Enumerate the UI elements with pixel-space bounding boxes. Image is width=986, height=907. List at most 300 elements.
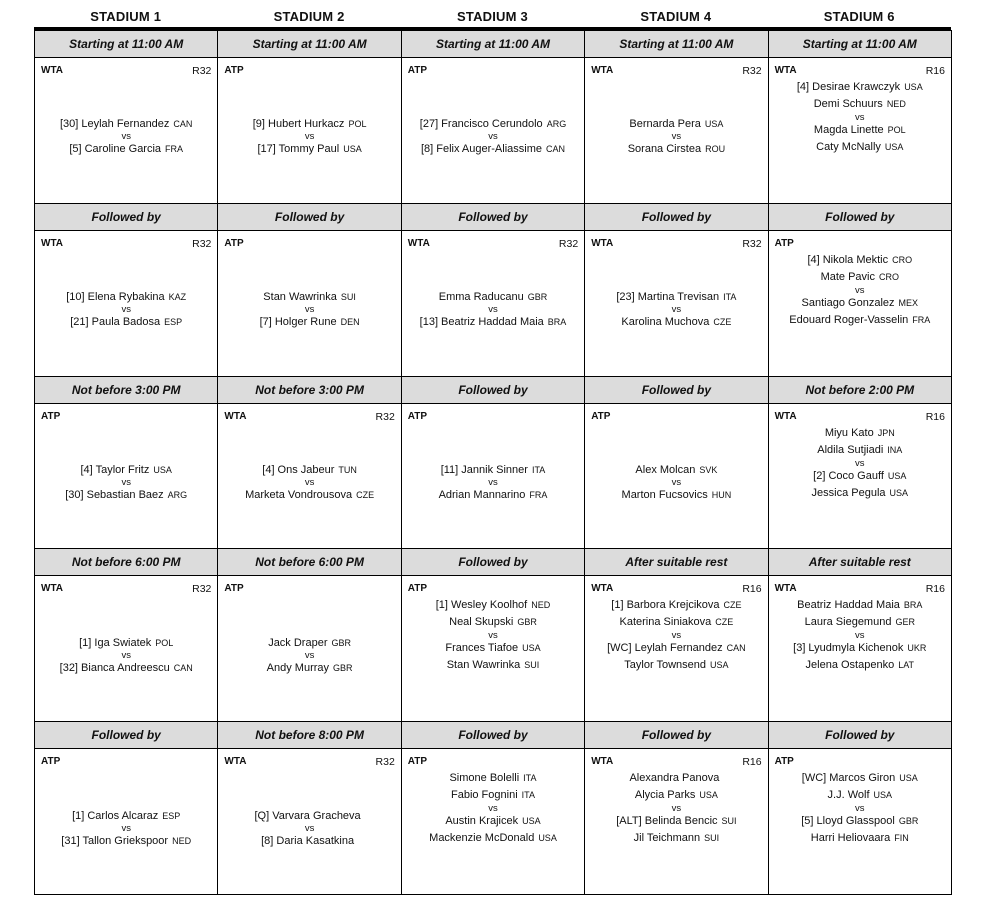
- player-line: [445, 640, 540, 657]
- player-name: [1] Barbora Krejcikova: [611, 599, 720, 612]
- time-slot-header: Followed by: [769, 204, 951, 231]
- player-name: [4] Nikola Mektic: [807, 253, 889, 266]
- round-label: R16: [925, 65, 945, 77]
- player-name: [30] Sebastian Baez: [65, 488, 164, 501]
- player-name: Frances Tiafoe: [445, 642, 519, 655]
- match-cell: [585, 721, 768, 894]
- player-name: [1] Iga Swiatek: [79, 636, 152, 649]
- time-slot-header: Not before 2:00 PM: [769, 377, 951, 404]
- player-name: [Q] Varvara Gracheva: [254, 809, 361, 822]
- stadium-header: STADIUM 2: [273, 9, 345, 24]
- player-nationality: CZE: [723, 600, 742, 611]
- player-line: [817, 442, 902, 459]
- match-cell: [769, 203, 952, 376]
- player-nationality: USA: [710, 660, 729, 671]
- time-slot-header: Starting at 11:00 AM: [218, 31, 400, 58]
- player-name: Neal Skupski: [449, 616, 514, 629]
- player-name: Mackenzie McDonald: [429, 832, 535, 845]
- player-name: [30] Leylah Fernandez: [59, 118, 170, 131]
- time-slot-header: Followed by: [35, 722, 217, 749]
- vs-label: vs: [855, 112, 865, 123]
- vs-label: vs: [671, 630, 682, 642]
- player-name: [WC] Leylah Fernandez: [607, 642, 723, 655]
- match-cell: [402, 548, 585, 721]
- round-label: R32: [192, 583, 212, 596]
- tour-label: WTA: [41, 65, 64, 76]
- player-name: Karolina Muchova: [621, 316, 710, 329]
- vs-label: vs: [855, 630, 865, 642]
- player-line: [451, 787, 535, 804]
- player-line: [61, 834, 191, 848]
- player-name: [4] Taylor Fritz: [80, 463, 150, 476]
- match-players: [218, 597, 400, 721]
- player-line: [611, 597, 741, 614]
- round-label: R32: [192, 237, 212, 250]
- player-name: Jessica Pegula: [811, 486, 886, 499]
- time-slot-header: Followed by: [585, 377, 767, 404]
- player-line: [634, 830, 719, 847]
- match-cell: [35, 376, 218, 549]
- match-players: [218, 770, 400, 894]
- player-line: [420, 315, 567, 329]
- player-line: [79, 636, 173, 650]
- player-name: Edouard Roger-Vasselin: [789, 313, 909, 326]
- player-line: [253, 117, 367, 131]
- time-slot-header: Followed by: [35, 204, 217, 231]
- stadium-header: STADIUM 4: [640, 9, 712, 24]
- player-nationality: ARG: [546, 119, 567, 130]
- player-name: [10] Elena Rybakina: [66, 291, 165, 304]
- match-players: [769, 79, 951, 203]
- tour-label: WTA: [224, 756, 247, 768]
- player-name: [8] Daria Kasatkina: [261, 834, 355, 847]
- player-name: Alex Molcan: [635, 463, 696, 476]
- time-slot-header: Followed by: [402, 204, 584, 231]
- player-line: [449, 770, 536, 787]
- player-line: [81, 463, 172, 477]
- vs-label: vs: [671, 131, 682, 143]
- tour-label: WTA: [774, 410, 797, 422]
- player-nationality: USA: [904, 82, 923, 92]
- player-line: [66, 290, 186, 304]
- vs-label: vs: [671, 304, 682, 316]
- match-cell: [218, 376, 401, 549]
- tour-label: WTA: [774, 65, 797, 76]
- player-nationality: USA: [889, 487, 909, 498]
- player-nationality: BRA: [547, 317, 567, 328]
- match-cell: [769, 721, 952, 894]
- vs-label: vs: [304, 476, 315, 488]
- player-line: [445, 813, 540, 830]
- player-nationality: LAT: [898, 660, 915, 671]
- player-line: [441, 463, 546, 477]
- match-players: [402, 79, 584, 203]
- player-name: [32] Bianca Andreescu: [59, 661, 170, 674]
- player-line: [449, 614, 537, 631]
- player-nationality: NED: [886, 99, 906, 109]
- player-line: [635, 463, 717, 477]
- match-players: [35, 252, 217, 376]
- player-name: Beatriz Haddad Maia: [797, 599, 900, 612]
- stadium-header: STADIUM 3: [457, 9, 528, 24]
- player-name: [4] Desirae Krawczyk: [796, 81, 901, 93]
- time-slot-header: After suitable rest: [585, 549, 767, 576]
- match-players: [585, 79, 767, 203]
- vs-label: vs: [855, 284, 865, 296]
- vs-label: vs: [121, 131, 131, 143]
- vs-label: vs: [304, 131, 315, 143]
- player-nationality: BRA: [903, 600, 923, 611]
- player-nationality: CZE: [713, 317, 732, 328]
- player-line: [814, 96, 906, 113]
- player-name: [21] Paula Badosa: [70, 316, 161, 329]
- player-line: [807, 252, 912, 269]
- player-nationality: INA: [887, 444, 903, 455]
- time-slot-header: Not before 3:00 PM: [35, 377, 217, 404]
- player-line: [429, 830, 557, 847]
- round-label: R16: [742, 583, 762, 596]
- vs-label: vs: [488, 803, 498, 815]
- player-line: [257, 142, 361, 156]
- vs-label: vs: [671, 803, 682, 815]
- player-line: [60, 117, 192, 131]
- player-name: [WC] Marcos Giron: [801, 772, 896, 785]
- player-nationality: USA: [153, 464, 172, 475]
- time-slot-header: Not before 8:00 PM: [218, 722, 400, 749]
- player-line: [793, 640, 926, 657]
- match-cell: [218, 203, 401, 376]
- player-line: [268, 636, 351, 650]
- player-name: Adrian Mannarino: [438, 488, 526, 501]
- vs-label: vs: [121, 304, 131, 316]
- tour-label: ATP: [407, 583, 428, 595]
- player-line: [447, 657, 540, 674]
- player-nationality: GER: [895, 617, 915, 628]
- player-nationality: SUI: [704, 833, 720, 844]
- time-slot-header: Starting at 11:00 AM: [585, 31, 767, 58]
- tour-label: WTA: [41, 583, 64, 595]
- player-nationality: ITA: [531, 464, 546, 475]
- vs-label: vs: [121, 649, 131, 661]
- time-slot-header: Followed by: [402, 377, 584, 404]
- player-line: [621, 315, 731, 329]
- player-nationality: ITA: [723, 292, 737, 303]
- player-name: [2] Coco Gauff: [813, 469, 884, 482]
- player-name: [4] Ons Jabeur: [262, 463, 335, 476]
- time-slot-header: Followed by: [585, 204, 767, 231]
- player-nationality: SUI: [524, 660, 540, 671]
- match-cell: [585, 376, 768, 549]
- player-line: [267, 661, 353, 675]
- match-players: [35, 79, 217, 203]
- player-nationality: ITA: [523, 773, 537, 784]
- match-cell: [218, 30, 401, 203]
- player-nationality: ESP: [162, 810, 181, 821]
- round-label: R32: [558, 237, 579, 250]
- match-cell: [35, 721, 218, 894]
- player-line: [789, 312, 930, 329]
- order-of-play-grid: [34, 30, 952, 895]
- player-name: [9] Hubert Hurkacz: [252, 118, 345, 131]
- player-nationality: USA: [522, 816, 541, 827]
- player-nationality: USA: [884, 142, 904, 152]
- round-label: R32: [742, 237, 762, 250]
- player-line: [811, 830, 909, 847]
- tour-label: ATP: [407, 756, 428, 768]
- player-name: [5] Lloyd Glasspool: [801, 815, 895, 828]
- player-line: [616, 290, 736, 304]
- player-name: Jil Teichmann: [633, 832, 701, 845]
- player-nationality: NED: [172, 835, 192, 846]
- match-players: [402, 597, 584, 721]
- vs-label: vs: [488, 630, 498, 642]
- match-cell: [402, 30, 585, 203]
- match-cell: [402, 721, 585, 894]
- vs-label: vs: [304, 649, 315, 661]
- player-nationality: CAN: [726, 643, 746, 654]
- tour-label: ATP: [774, 237, 794, 249]
- match-players: [585, 252, 767, 376]
- time-slot-header: Not before 6:00 PM: [35, 549, 217, 576]
- stadium-header-row: [34, 6, 951, 28]
- time-slot-header: Starting at 11:00 AM: [35, 31, 217, 58]
- vs-label: vs: [855, 457, 865, 469]
- time-slot-header: Followed by: [769, 722, 951, 749]
- player-name: Marketa Vondrousova: [245, 488, 353, 501]
- player-nationality: SVK: [699, 464, 718, 475]
- player-line: [628, 142, 725, 156]
- player-nationality: USA: [899, 773, 918, 784]
- player-line: [821, 269, 899, 286]
- match-players: [585, 770, 767, 894]
- player-name: Alexandra Panova: [629, 772, 720, 785]
- player-nationality: CZE: [356, 489, 375, 500]
- match-cell: [769, 548, 952, 721]
- time-slot-header: Followed by: [585, 722, 767, 749]
- player-line: [629, 770, 723, 787]
- match-players: [769, 252, 951, 376]
- player-nationality: UKR: [907, 643, 927, 654]
- vs-label: vs: [121, 476, 131, 488]
- player-name: Stan Wawrinka: [446, 659, 521, 672]
- player-line: [60, 661, 193, 675]
- time-slot-header: Not before 6:00 PM: [218, 549, 400, 576]
- player-nationality: ITA: [521, 790, 535, 801]
- player-name: [3] Lyudmyla Kichenok: [793, 642, 904, 655]
- player-line: [812, 485, 909, 502]
- player-line: [436, 597, 551, 614]
- match-players: [218, 425, 400, 549]
- player-name: Jelena Ostapenko: [805, 659, 895, 672]
- player-name: Andy Murray: [266, 661, 330, 674]
- player-name: [13] Beatriz Haddad Maia: [419, 316, 544, 329]
- player-line: [806, 657, 915, 674]
- player-nationality: USA: [538, 833, 557, 844]
- player-line: [260, 315, 360, 329]
- player-name: [11] Jannik Sinner: [440, 463, 528, 476]
- player-line: [607, 640, 746, 657]
- player-nationality: POL: [887, 125, 906, 135]
- time-slot-header: Followed by: [402, 549, 584, 576]
- player-name: [5] Caroline Garcia: [69, 143, 162, 156]
- player-line: [421, 142, 565, 156]
- player-name: [27] Francisco Cerundolo: [419, 118, 543, 131]
- player-nationality: USA: [522, 643, 541, 654]
- player-name: Bernarda Pera: [629, 118, 701, 131]
- round-label: R32: [742, 65, 762, 77]
- player-nationality: USA: [343, 144, 362, 155]
- player-nationality: DEN: [340, 317, 360, 328]
- player-name: Aldila Sutjiadi: [817, 443, 884, 456]
- player-name: Magda Linette: [813, 124, 884, 136]
- player-line: [814, 122, 906, 139]
- player-nationality: POL: [155, 637, 174, 648]
- vs-label: vs: [304, 822, 315, 834]
- time-slot-header: Followed by: [218, 204, 400, 231]
- match-players: [35, 597, 217, 721]
- player-line: [801, 813, 918, 830]
- player-nationality: CRO: [892, 254, 913, 265]
- match-players: [769, 425, 951, 549]
- tour-label: WTA: [591, 237, 614, 249]
- player-line: [70, 315, 182, 329]
- stadium-header: STADIUM 6: [823, 9, 895, 24]
- player-line: [629, 117, 723, 131]
- player-name: [1] Wesley Koolhof: [435, 599, 528, 612]
- player-line: [816, 139, 903, 156]
- player-nationality: CZE: [715, 617, 734, 628]
- player-line: [620, 614, 734, 631]
- tour-label: ATP: [224, 65, 244, 76]
- match-players: [35, 425, 217, 549]
- player-name: Jack Draper: [268, 636, 328, 649]
- player-nationality: USA: [699, 790, 718, 801]
- player-name: Alycia Parks: [634, 789, 696, 802]
- player-nationality: USA: [887, 470, 907, 481]
- match-cell: [585, 548, 768, 721]
- player-name: Katerina Siniakova: [619, 616, 712, 629]
- player-name: [ALT] Belinda Bencic: [616, 815, 718, 828]
- player-nationality: FRA: [912, 314, 931, 325]
- match-cell: [585, 203, 768, 376]
- tour-label: ATP: [41, 756, 61, 768]
- player-line: [828, 787, 893, 804]
- vs-label: vs: [121, 822, 131, 834]
- match-cell: [402, 203, 585, 376]
- tour-label: WTA: [591, 65, 614, 76]
- player-nationality: GBR: [898, 816, 919, 827]
- tour-label: ATP: [41, 410, 61, 422]
- match-cell: [35, 548, 218, 721]
- player-nationality: HUN: [711, 489, 732, 500]
- match-cell: [769, 30, 952, 203]
- round-label: R32: [375, 410, 395, 423]
- tour-label: ATP: [407, 65, 428, 76]
- match-players: [769, 770, 951, 894]
- player-nationality: TUN: [338, 464, 357, 475]
- player-name: Simone Bolelli: [449, 772, 520, 785]
- time-slot-header: Starting at 11:00 AM: [769, 31, 951, 58]
- player-line: [813, 468, 906, 485]
- time-slot-header: Followed by: [402, 722, 584, 749]
- player-nationality: USA: [873, 790, 893, 801]
- round-label: R16: [925, 583, 945, 596]
- player-nationality: GBR: [333, 662, 353, 673]
- match-cell: [35, 203, 218, 376]
- player-nationality: SUI: [340, 292, 356, 303]
- match-cell: [402, 376, 585, 549]
- player-name: [8] Felix Auger-Aliassime: [420, 143, 542, 156]
- tour-label: ATP: [224, 583, 244, 595]
- player-name: [23] Martina Trevisan: [616, 291, 720, 304]
- time-slot-header: Not before 3:00 PM: [218, 377, 400, 404]
- match-players: [585, 597, 767, 721]
- player-nationality: ARG: [167, 489, 188, 500]
- player-line: [72, 809, 180, 823]
- player-line: [439, 290, 548, 304]
- player-line: [255, 809, 365, 823]
- match-players: [218, 252, 400, 376]
- match-players: [218, 79, 400, 203]
- player-name: [31] Tallon Griekspoor: [61, 834, 169, 847]
- player-line: [65, 488, 187, 502]
- player-name: Fabio Fognini: [450, 789, 518, 802]
- player-nationality: CAN: [173, 119, 193, 130]
- player-nationality: FRA: [529, 489, 548, 500]
- tour-label: WTA: [41, 237, 64, 249]
- player-line: [797, 79, 923, 96]
- player-name: Marton Fucsovics: [621, 488, 708, 501]
- vs-label: vs: [671, 476, 682, 488]
- player-nationality: USA: [704, 119, 724, 130]
- player-name: Sorana Cirstea: [627, 143, 702, 156]
- player-name: Demi Schuurs: [813, 98, 883, 110]
- match-players: [35, 770, 217, 894]
- match-players: [402, 252, 584, 376]
- tour-label: ATP: [407, 410, 428, 422]
- player-line: [825, 425, 895, 442]
- round-label: R32: [375, 756, 395, 769]
- vs-label: vs: [488, 131, 498, 143]
- player-nationality: CRO: [879, 271, 899, 282]
- vs-label: vs: [304, 304, 315, 316]
- player-nationality: POL: [348, 119, 367, 130]
- player-name: Miyu Kato: [824, 426, 874, 439]
- time-slot-header: After suitable rest: [769, 549, 951, 576]
- player-line: [616, 813, 736, 830]
- tour-label: WTA: [224, 410, 247, 422]
- tour-label: ATP: [224, 237, 244, 249]
- vs-label: vs: [855, 803, 865, 815]
- player-nationality: MEX: [898, 297, 919, 308]
- player-name: [7] Holger Rune: [259, 316, 337, 329]
- player-line: [263, 290, 356, 304]
- player-line: [805, 614, 915, 631]
- player-name: Stan Wawrinka: [263, 291, 337, 304]
- player-nationality: JPN: [877, 427, 895, 438]
- match-players: [402, 425, 584, 549]
- tour-label: WTA: [591, 583, 614, 595]
- match-players: [769, 597, 951, 721]
- player-name: Laura Siegemund: [804, 616, 892, 629]
- match-cell: [218, 721, 401, 894]
- match-cell: [218, 548, 401, 721]
- match-cell: [35, 30, 218, 203]
- match-cell: [585, 30, 768, 203]
- player-name: Mate Pavic: [820, 270, 875, 283]
- player-line: [635, 787, 718, 804]
- time-slot-header: Starting at 11:00 AM: [402, 31, 584, 58]
